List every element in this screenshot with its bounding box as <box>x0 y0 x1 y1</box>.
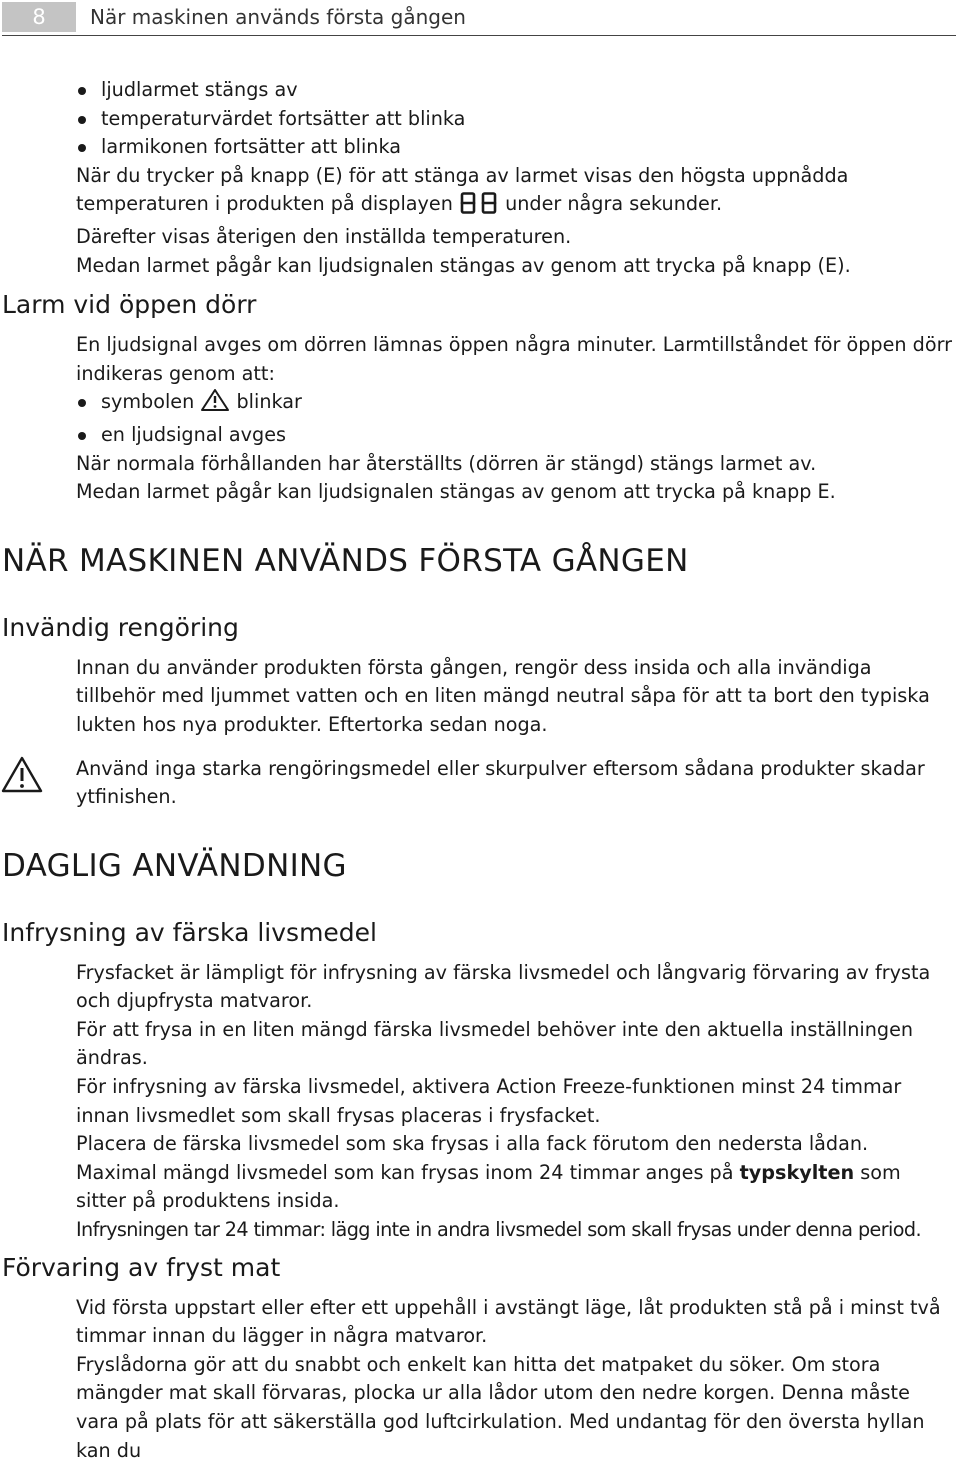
seven-segment-display-icon <box>459 192 499 223</box>
paragraph: Placera de färska livsmedel som ska frysas i alla fack förutom den nedersta lådan. <box>76 1132 869 1156</box>
freezing-heading: Infrysning av färska livsmedel <box>2 917 377 947</box>
warning-note <box>76 755 954 812</box>
storage-heading: Förvaring av fryst mat <box>2 1252 281 1282</box>
first-use-heading: NÄR MASKINEN ANVÄNDS FÖRSTA GÅNGEN <box>2 542 689 579</box>
storage-section <box>76 1294 954 1465</box>
text-run: under några sekunder. <box>505 192 723 216</box>
cleaning-section <box>76 654 954 812</box>
header-divider <box>2 35 956 36</box>
paragraph <box>76 1159 954 1216</box>
alarm-bullet-list <box>76 76 954 162</box>
text-run: blinkar <box>236 390 302 414</box>
paragraph: Medan larmet pågår kan ljudsignalen stängas av genom att trycka på knapp (E). <box>76 253 851 277</box>
list-item: temperaturvärdet fortsätter att blinka <box>76 105 954 134</box>
paragraph: Medan larmet pågår kan ljudsignalen stängas av genom att trycka på knapp E. <box>76 480 836 504</box>
paragraph: Innan du använder produkten första gången, rengör dess insida och alla invändiga tillbehör med ljummet vatten och en liten mängd neutral såpa för att ta bort den typiska lukten hos nya produkter. Eftertorka sedan noga. <box>76 655 930 736</box>
door-alarm-bullet-list <box>76 388 954 449</box>
cleaning-heading: Invändig rengöring <box>2 612 239 642</box>
door-alarm-section <box>76 331 954 507</box>
warning-triangle-icon <box>200 388 230 421</box>
page-header <box>0 0 960 36</box>
text-run: Maximal mängd livsmedel som kan frysas inom 24 timmar anges på <box>76 1160 734 1184</box>
paragraph: När normala förhållanden har återställts (dörren är stängd) stängs larmet av. <box>76 451 817 475</box>
paragraph: Infrysningen tar 24 timmar: lägg inte in andra livsmedel som skall frysas under denna period. <box>76 1218 921 1242</box>
warning-text: Använd inga starka rengöringsmedel eller skurpulver eftersom sådana produkter skadar ytfinishen. <box>76 756 925 809</box>
text-run: som sitter på produktens insida. <box>76 1160 901 1213</box>
alarm-section <box>76 76 954 280</box>
paragraph <box>76 162 954 223</box>
text-run: När du trycker på knapp (E) för att stänga av larmet visas den högsta uppnådda temperaturen i produkten på displayen <box>76 163 849 216</box>
paragraph: Därefter visas återigen den inställda temperaturen. <box>76 224 572 248</box>
list-item: en ljudsignal avges <box>76 421 954 450</box>
page-content <box>0 76 960 1465</box>
door-alarm-heading: Larm vid öppen dörr <box>2 290 257 320</box>
text-run: symbolen <box>101 390 195 414</box>
paragraph: Fryslådorna gör att du snabbt och enkelt kan hitta det matpaket du söker. Om stora mängder mat skall förvaras, plocka ur alla lådor utom den nedre korgen. Denna måste vara på plats för att säkerställa god luftcirkulation. Med undantag för den översta hyllan kan du <box>76 1352 925 1462</box>
paragraph: För infrysning av färska livsmedel, aktivera Action Freeze-funktionen minst 24 timmar innan livsmedlet som skall frysas placeras i frysfacket. <box>76 1075 902 1127</box>
running-title: När maskinen används första gången <box>90 5 466 29</box>
list-item: larmikonen fortsätter att blinka <box>76 133 954 162</box>
freezing-section <box>76 959 954 1245</box>
list-item <box>76 388 954 421</box>
rating-plate-term: typskylten <box>739 1160 855 1184</box>
page-number: 8 <box>2 2 76 32</box>
paragraph: En ljudsignal avges om dörren lämnas öppen några minuter. Larmtillståndet för öppen dörr indikeras genom att: <box>76 333 953 385</box>
list-item: ljudlarmet stängs av <box>76 76 954 105</box>
paragraph: Vid första uppstart eller efter ett uppehåll i avstängt läge, låt produkten stå på i minst två timmar innan du lägger in några matvaror. <box>76 1295 941 1348</box>
paragraph: För att frysa in en liten mängd färska livsmedel behöver inte den aktuella inställningen ändras. <box>76 1017 914 1070</box>
warning-triangle-icon <box>0 755 44 795</box>
paragraph: Frysfacket är lämpligt för infrysning av färska livsmedel och långvarig förvaring av frysta och djupfrysta matvaror. <box>76 960 931 1013</box>
daily-use-heading: DAGLIG ANVÄNDNING <box>2 847 347 884</box>
